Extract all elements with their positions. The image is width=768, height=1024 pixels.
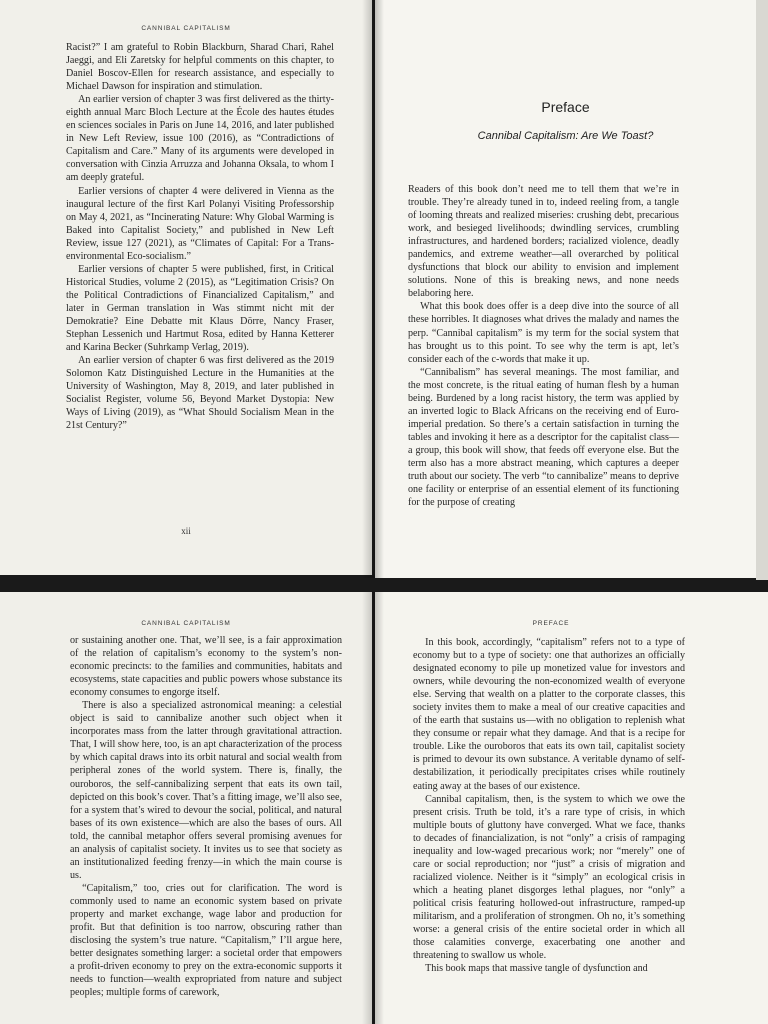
body-text [66, 41, 334, 432]
page-cannibal-capitalism [0, 592, 372, 1024]
paragraph: “Cannibalism” has several meanings. The most familiar, and the most concrete, is the ritual eating of human flesh by a human being. Burdened by a long racist history, the term was applied by an inverted logic to Black Africans on the receiving end of Euro-imperial predation. So there’s a certain satisfaction in turning the tables and invoking it here as a descriptor for the capitalist class—a group, this book will show, that feeds off everyone else. But the term also has a more abstract meaning, which captures a deeper truth about our society. The verb “to cannibalize” means to deprive one facility or enterprise of an essential element of its functioning for the purpose of creating [408, 366, 679, 509]
body-text [413, 636, 685, 975]
page-xii [0, 0, 372, 575]
chapter-subtitle: Cannibal Capitalism: Are We Toast? [477, 130, 654, 142]
paragraph: or sustaining another one. That, we’ll see, is a fair approximation of the relation of capitalism’s economy to the system’s non-economic precincts: to the families and communities, habitats and ecosystems, state capacities and public powers whose substance its economy consumes to engorge itself. [70, 635, 342, 699]
paragraph: An earlier version of chapter 3 was first delivered as the thirty-eighth annual Marc Bloch Lecture at the École des hautes études en sciences sociales in Paris on June 14, 2016, and later published in New Left Review, issue 100 (2016), as “Contradictions of Capitalism and Care.” Many of its arguments were developed in conversation with Cinzia Arruzza and Johanna Oksala, to whom I am deeply grateful. [66, 94, 334, 184]
page-number: xii [181, 526, 191, 536]
book-gutter-shadow [362, 592, 384, 1024]
page-preface [375, 592, 768, 1024]
chapter-title: Preface [541, 99, 590, 115]
body-text [408, 183, 679, 509]
book-gutter-shadow [362, 0, 384, 578]
paragraph: There is also a specialized astronomical meaning: a celestial object is said to cannibalize another such object when it incorporates mass from the latter through gravitational attraction. That, I will show here, too, is an apt characterization of the process by which capital draws into its orbit natural and social wealth from peripheral zones of the world system. There is, finally, the ouroboros, the self-cannibalizing serpent that eats its own tail, depicted on this book’s cover. That’s a fitting image, we’ll also see, for a system that’s wired to devour the social, political, and natural bases of its own existence—which are also the bases of ours. All told, the cannibal metaphor offers several promising avenues for an analysis of capitalist society. It invites us to see that society as an institutionalized feeding frenzy—in which the main course is us. [70, 700, 342, 881]
paragraph: Earlier versions of chapter 4 were delivered in Vienna as the inaugural lecture of the first Karl Polanyi Visiting Professorship on May 4, 2021, as “Incinerating Nature: Why Global Warming is Baked into Capitalist Society,” and published in New Left Review, issue 127 (2021), as “Climates of Capital: For a Trans-environmental Eco-socialism.” [66, 185, 334, 262]
paragraph: This book maps that massive tangle of dysfunction and [425, 963, 648, 975]
paragraph: What this book does offer is a deep dive into the source of all these horribles. It diagnoses what drives the malady and names the perp. “Cannibal capitalism” is my term for the social system that has brought us to this point. To see why the term is apt, let’s consider each of the c-words that make it up. [408, 301, 679, 365]
paragraph: “Capitalism,” too, cries out for clarification. The word is commonly used to name an economic system based on private property and market exchange, wage labor and production for profit. But that definition is too narrow, obscuring rather than disclosing the system’s true nature. “Capitalism,” I’ll argue here, better designates something larger: a societal order that empowers a profit-driven economy to prey on the extra-economic supports it needs to function—wealth expropriated from nature and subject peoples; multiple forms of carework, [70, 882, 342, 999]
paragraph: In this book, accordingly, “capitalism” refers not to a type of economy but to a type of society: one that authorizes an officially designated economy to pile up monetized value for investors and owners, while devouring the non-economized wealth of everyone else. Serving that wealth on a platter to the corporate classes, this society invites them to make a meal of our creative capacities and of the earth that sustains us—with no obligation to replenish what they consume or repair what they damage. And that is a recipe for trouble. Like the ouroboros that eats its own tail, capitalist society is primed to devour its own substance. A veritable dynamo of self-destabilization, it periodically precipitates crises while routinely eating away at the bases of our existence. [413, 637, 685, 792]
running-head: CANNIBAL CAPITALISM [141, 25, 231, 32]
paragraph: Readers of this book don’t need me to tell them that we’re in trouble. They’re already tuned in to, indeed reeling from, a tangle of looming threats and realized miseries: crushing debt, precarious work, and besieged livelihoods; dwindling services, crumbling infrastructures, and hardened borders; racialized violence, deadly pandemics, and extreme weather—all overarched by political dysfunctions that block our ability to envision and implement solutions. None of this is breaking news, and none needs belaboring here. [408, 184, 679, 300]
paragraph: An earlier version of chapter 6 was first delivered as the 2019 Solomon Katz Distinguished Lecture in the Humanities at the University of Washington, May 8, 2019, and later published in Socialist Register, volume 56, Beyond Market Dystopia: New Ways of Living (2019), as “What Should Socialism Mean in the 21st Century?” [66, 355, 334, 432]
paragraph: Cannibal capitalism, then, is the system to which we owe the present crisis. Truth be told, it’s a rare type of crisis, in which multiple bouts of gluttony have converged. What we face, thanks to decades of financialization, is not “only” a crisis of rampaging inequality and low-waged precarious work; nor “merely” one of care or social reproduction; nor “just” a crisis of migration and racialized violence. Neither is it “simply” an ecological crisis in which a heating planet disgorges lethal plagues, nor “only” a political crisis featuring hollowed-out infrastructure, ramped-up militarism, and a proliferation of strongmen. Oh no, it’s something worse: a general crisis of the entire societal order in which all those calamities converge, exacerbating one another and threatening to swallow us whole. [413, 793, 685, 962]
paragraph: Earlier versions of chapter 5 were published, first, in Critical Historical Studies, volume 2 (2015), as “Legitimation Crisis? On the Political Contradictions of Financialized Capitalism,” and later in German translation in Was stimmt nicht mit der Demokratie? Eine Debatte mit Klaus Dörre, Nancy Fraser, Stephan Lessenich und Hartmut Rosa, edited by Hanna Ketterer and Karina Becker (Suhrkamp Verlag, 2019). [66, 263, 334, 354]
page-preface-start [375, 0, 756, 578]
running-head: CANNIBAL CAPITALISM [141, 620, 231, 627]
paragraph: Racist?” I am grateful to Robin Blackburn, Sharad Chari, Rahel Jaeggi, and Eli Zaretsky for helpful comments on this chapter, to Daniel Boscov-Ellen for research assistance, and especially to Michael Dawson for inspiration and stimulation. [66, 42, 334, 93]
page-edge [756, 0, 768, 580]
body-text [70, 634, 342, 999]
running-head: PREFACE [532, 620, 570, 627]
